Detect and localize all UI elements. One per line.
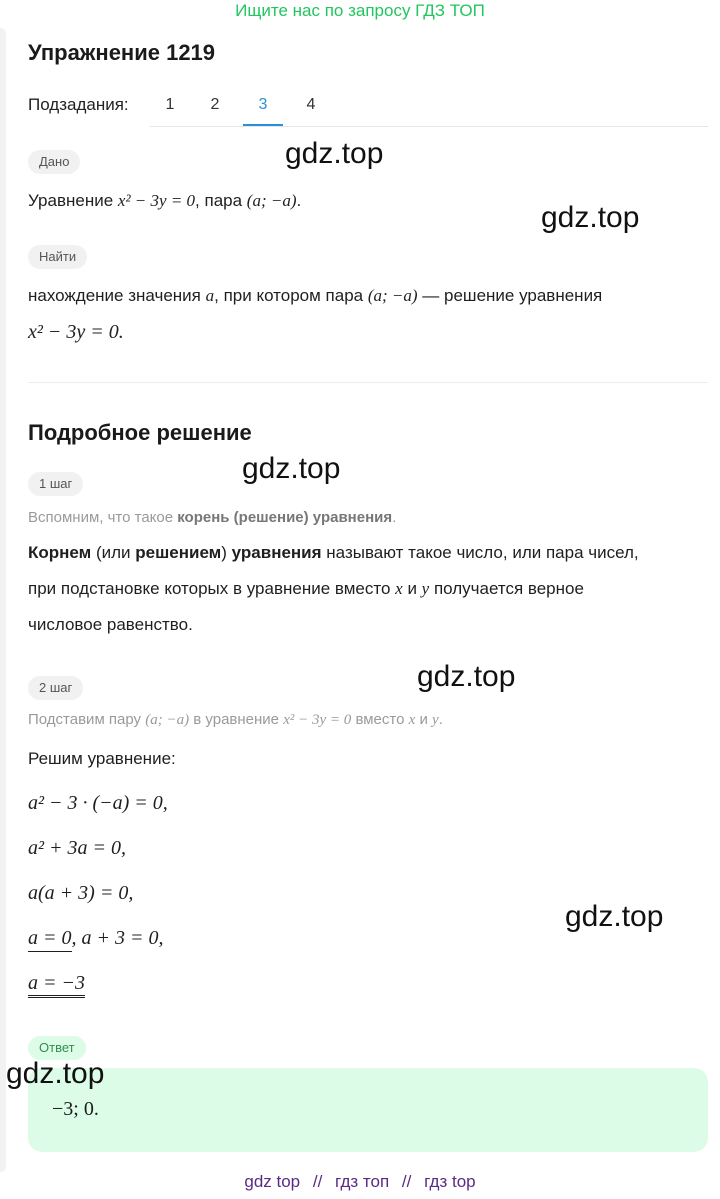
step1-chip: 1 шаг — [28, 472, 83, 496]
watermark: gdz.top — [417, 660, 516, 693]
step1-bold-solution: решением — [135, 543, 222, 562]
step1-hint — [28, 506, 396, 530]
footer-separator: // — [312, 1172, 323, 1191]
find-pair: (a; −a) — [367, 286, 418, 305]
step2-hint-instead: вместо — [355, 711, 405, 728]
step2-hint-eq: x² − 3y = 0 — [283, 712, 352, 728]
search-banner[interactable]: Ищите нас по запросу ГДЗ ТОП — [235, 1, 485, 20]
find-suffix: — решение уравнения — [422, 286, 603, 305]
step2-eq4 — [28, 925, 164, 951]
step2-eq1: a² − 3 · (−a) = 0, — [28, 792, 168, 814]
step2-eq4-root: a = 0 — [28, 927, 72, 952]
find-text — [28, 284, 602, 308]
step2-hint-mid: в уравнение — [193, 711, 280, 728]
step1-bold-equation: уравнения — [231, 543, 322, 562]
watermark: gdz.top — [285, 137, 384, 170]
given-text — [28, 189, 301, 213]
find-var: a — [205, 286, 215, 305]
given-pair: (a; −a) — [246, 191, 297, 210]
step2-eq5 — [28, 970, 85, 996]
step1-line2-suffix: получается верное — [433, 579, 584, 598]
step2-eq2: a² + 3a = 0, — [28, 837, 126, 859]
tab-2[interactable]: 2 — [210, 96, 220, 113]
tab-1[interactable]: 1 — [165, 96, 175, 113]
step1-line2-and: и — [407, 579, 417, 598]
step1-text-paren: ) — [221, 543, 227, 562]
tab-4[interactable]: 4 — [306, 96, 316, 113]
find-equation — [28, 319, 124, 345]
step1-line3: числовое равенство. — [28, 615, 193, 634]
step2-hint-suffix: . — [438, 711, 443, 728]
given-prefix: Уравнение — [28, 191, 114, 210]
footer-link-gdz-top-mixed[interactable]: гдз top — [424, 1172, 476, 1191]
step2-eq5-root: a = −3 — [28, 972, 85, 998]
watermark: gdz.top — [541, 201, 640, 234]
step2-hint-pair: (a; −a) — [145, 712, 190, 728]
subtasks-label: Подзадания: — [28, 95, 129, 114]
footer-link-gdz-top[interactable]: gdz top — [244, 1172, 301, 1191]
step2-hint-prefix: Подставим пару — [28, 711, 142, 728]
step2-eq3: a(a + 3) = 0, — [28, 882, 134, 904]
watermark: gdz.top — [565, 900, 664, 933]
watermark: gdz.top — [242, 452, 341, 485]
given-chip: Дано — [28, 150, 80, 174]
step1-line2-prefix: при подстановке которых в уравнение вместо — [28, 579, 391, 598]
given-mid: , пара — [195, 191, 243, 210]
step1-hint-suffix: . — [392, 509, 397, 526]
answer-box — [28, 1068, 708, 1152]
find-chip: Найти — [28, 245, 87, 269]
left-edge-bar — [0, 28, 6, 1172]
answer-text: −3; 0. — [52, 1098, 99, 1120]
step1-hint-bold: корень (решение) уравнения — [177, 509, 393, 526]
step2-hint-and: и — [419, 711, 428, 728]
step2-solve-label: Решим уравнение: — [28, 749, 176, 768]
watermark: gdz.top — [6, 1057, 105, 1090]
find-mid: , при котором пара — [214, 286, 364, 305]
step1-line2 — [28, 577, 584, 601]
footer-links — [0, 1172, 720, 1192]
find-prefix: нахождение значения — [28, 286, 201, 305]
step1-hint-prefix: Вспомним, что такое — [28, 509, 174, 526]
step1-text-called: называют такое число, или пара чисел, — [326, 543, 639, 562]
answer-chip: Ответ — [28, 1036, 86, 1060]
step1-line1 — [28, 541, 639, 565]
subtask-tabs — [150, 90, 708, 127]
step2-hint-x: x — [408, 712, 416, 728]
footer-link-gdz-top-ru[interactable]: гдз топ — [335, 1172, 390, 1191]
section-divider — [28, 382, 708, 383]
given-suffix: . — [296, 191, 302, 210]
step2-chip: 2 шаг — [28, 676, 83, 700]
step2-eq4-rest: , a + 3 = 0, — [71, 927, 164, 949]
solution-title: Подробное решение — [28, 420, 252, 445]
step1-bold-root: Корнем — [28, 543, 92, 562]
footer-separator: // — [401, 1172, 412, 1191]
exercise-title: Упражнение 1219 — [28, 40, 216, 65]
step1-text-or: (или — [95, 543, 131, 562]
find-equation-text: x² − 3y = 0. — [28, 321, 124, 343]
step1-line2-y: y — [421, 579, 430, 598]
step2-hint — [28, 708, 443, 732]
given-equation: x² − 3y = 0 — [117, 191, 196, 210]
step2-hint-y: y — [432, 712, 439, 728]
step1-line2-x: x — [395, 579, 403, 598]
tab-3[interactable]: 3 — [243, 90, 283, 126]
